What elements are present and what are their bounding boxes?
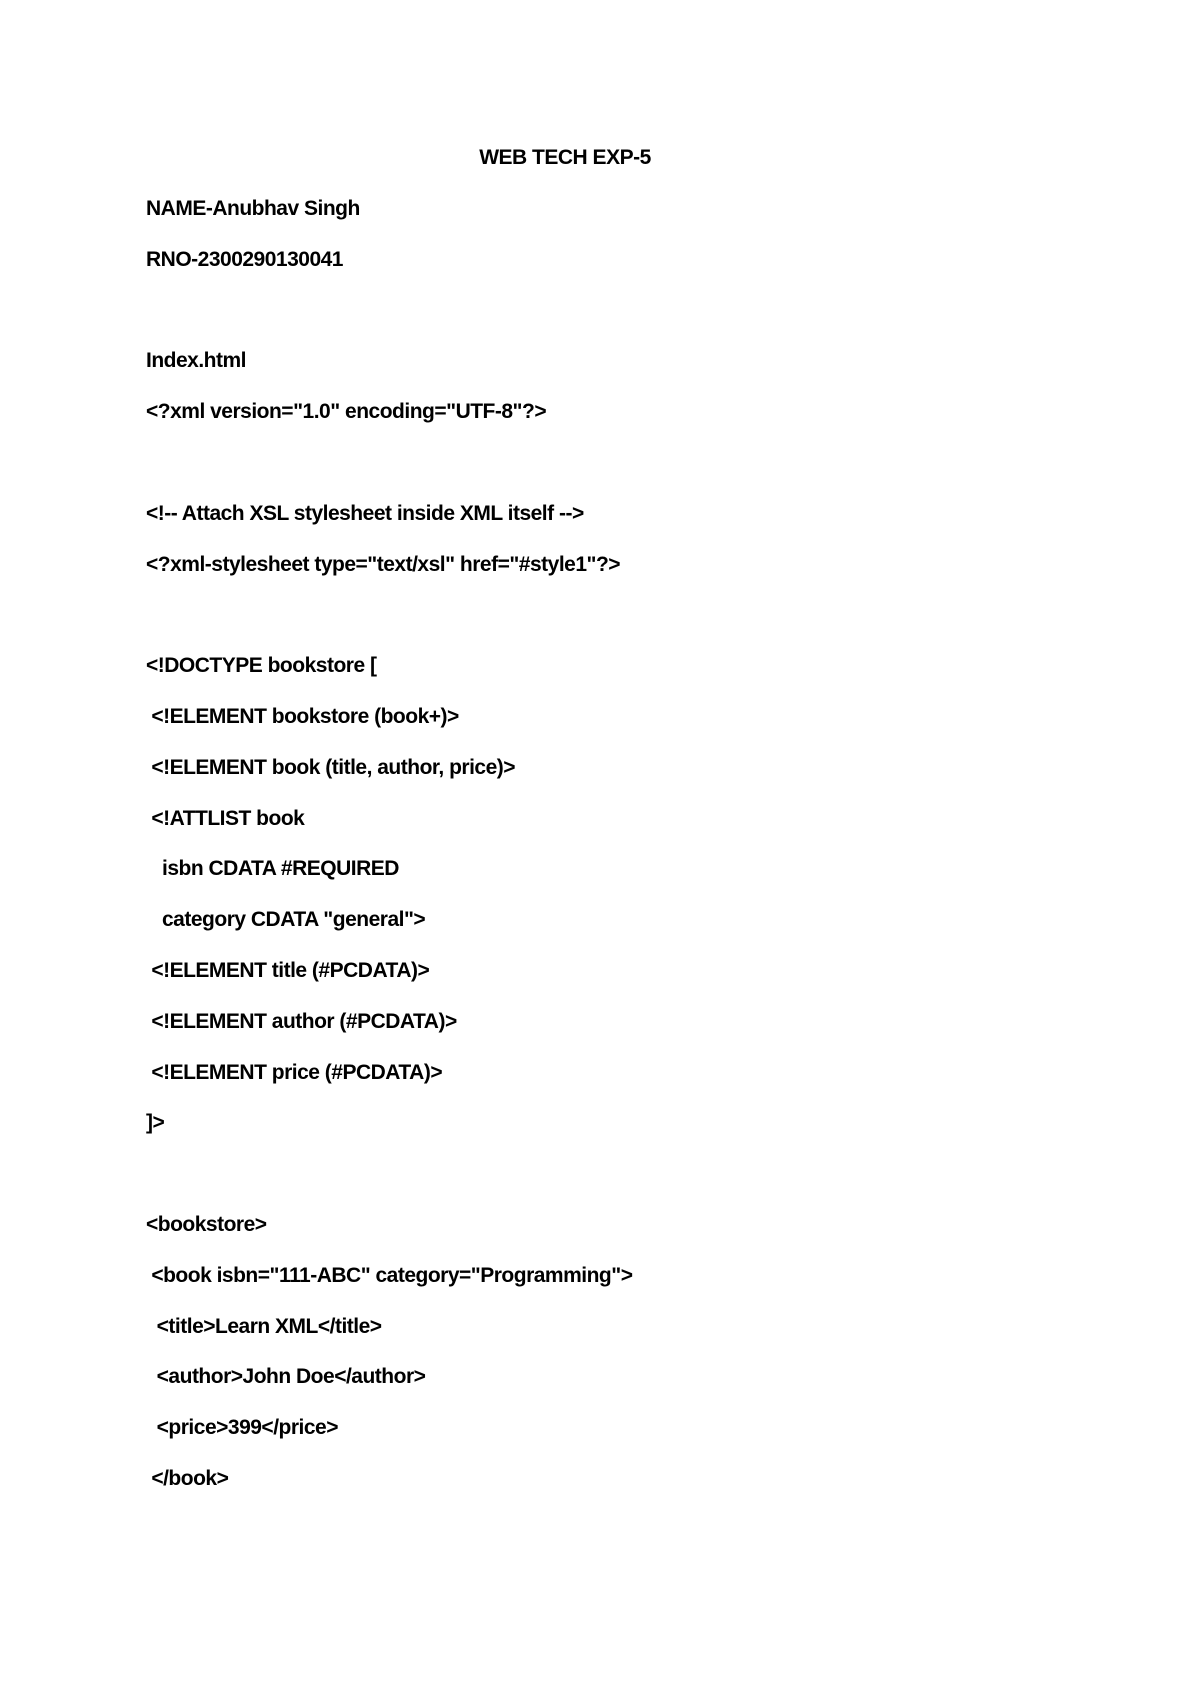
code-line: ]> (146, 1111, 165, 1135)
blank-line (146, 299, 1106, 350)
code-line: <!ATTLIST book (146, 806, 305, 830)
code-line: <author>John Doe</author> (146, 1365, 426, 1389)
code-line (146, 1162, 1106, 1213)
code-line: <!-- Attach XSL stylesheet inside XML itself --> (146, 501, 584, 525)
name-line: NAME-Anubhav Singh (146, 197, 360, 220)
code-line: <title>Learn XML</title> (146, 1314, 382, 1338)
document-title: WEB TECH EXP-5 (479, 146, 651, 169)
code-line: <book isbn="111-ABC" category="Programming"> (146, 1263, 633, 1287)
code-line: </book> (146, 1466, 229, 1490)
document-body (146, 197, 1106, 1518)
code-line (146, 603, 1106, 654)
code-line: <!ELEMENT title (#PCDATA)> (146, 958, 430, 982)
code-line: <!ELEMENT author (#PCDATA)> (146, 1009, 457, 1033)
code-line: isbn CDATA #REQUIRED (146, 857, 399, 881)
code-line: <?xml-stylesheet type="text/xsl" href="#style1"?> (146, 552, 621, 576)
code-line: <?xml version="1.0" encoding="UTF-8"?> (146, 400, 547, 424)
code-line: <!DOCTYPE bookstore [ (146, 654, 377, 678)
code-line: <bookstore> (146, 1212, 267, 1236)
code-line: <!ELEMENT price (#PCDATA)> (146, 1060, 443, 1084)
rno-line: RNO-2300290130041 (146, 247, 343, 271)
code-line: <!ELEMENT bookstore (book+)> (146, 704, 459, 728)
code-line: <price>399</price> (146, 1416, 338, 1440)
code-line (146, 451, 1106, 502)
code-line: category CDATA "general"> (146, 908, 426, 932)
file-label: Index.html (146, 349, 247, 373)
code-line: <!ELEMENT book (title, author, price)> (146, 755, 516, 779)
